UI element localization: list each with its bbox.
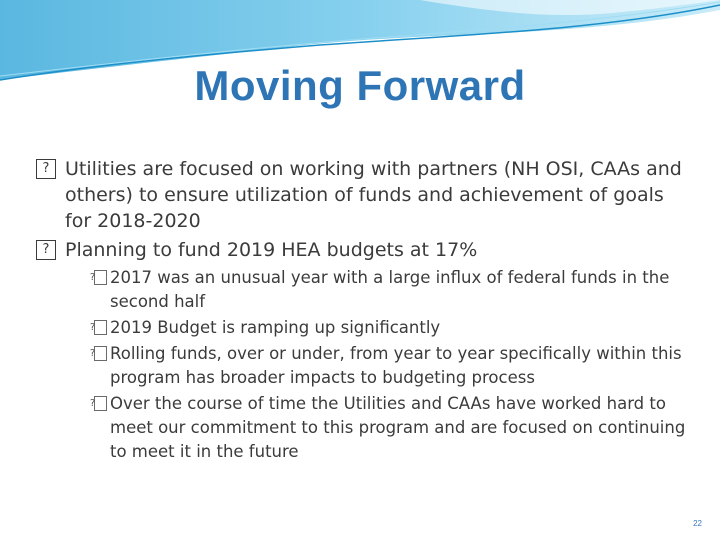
sub-bullet-text: 2017 was an unusual year with a large influx of federal funds in the second half	[110, 268, 670, 311]
bullet-box-icon	[36, 240, 56, 260]
sub-bullet-text: Rolling funds, over or under, from year to year specifically within this program has broader impacts to budgeting process	[110, 344, 682, 387]
sub-bullet-item	[94, 392, 694, 464]
bullet-item	[34, 156, 694, 234]
bullet-item	[34, 237, 694, 263]
sub-bullet-box-icon	[94, 320, 107, 335]
slide-title: Moving Forward	[194, 62, 526, 109]
sub-bullet-box-icon	[94, 270, 107, 285]
bullet-text: Planning to fund 2019 HEA budgets at 17%	[65, 239, 478, 261]
sub-bullet-text: 2019 Budget is ramping up significantly	[110, 318, 441, 337]
sub-bullet-item	[94, 316, 694, 340]
page-number: 22	[693, 519, 702, 528]
sub-bullet-box-icon	[94, 346, 107, 361]
sub-bullet-item	[94, 342, 694, 390]
bullet-text: Utilities are focused on working with partners (NH OSI, CAAs and others) to ensure utilization of funds and achievement of goals for 2018-2020	[65, 158, 682, 232]
sub-bullet-item	[94, 266, 694, 314]
bullet-box-icon	[36, 159, 56, 179]
sub-bullet-text: Over the course of time the Utilities and CAAs have worked hard to meet our commitment to this program and are focused on continuing to meet it in the future	[110, 394, 686, 461]
sub-bullet-box-icon	[94, 396, 107, 411]
slide-content	[34, 156, 694, 466]
